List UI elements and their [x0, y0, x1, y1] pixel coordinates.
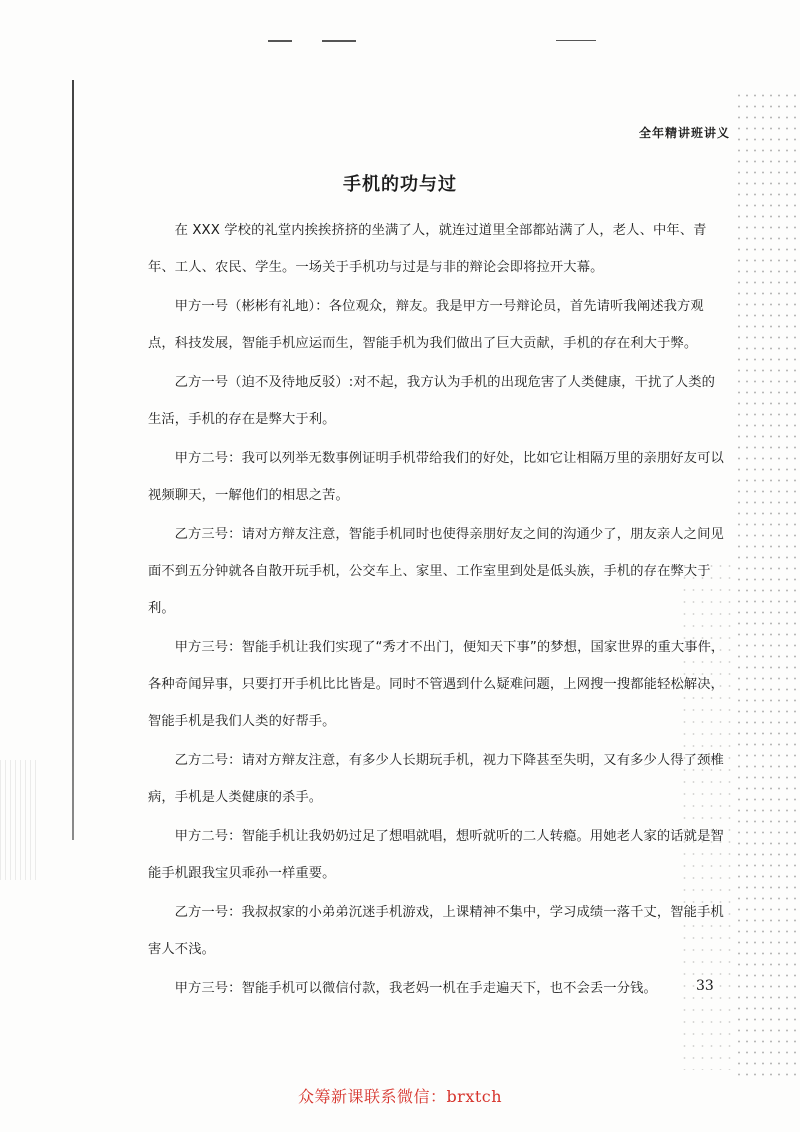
article-body: [148, 212, 728, 1007]
footer-watermark-note: 众筹新课联系微信：brxtch: [297, 1087, 503, 1106]
paragraph: 乙方三号：请对方辩友注意，智能手机同时也使得亲朋好友之间的沟通少了，朋友亲人之间见面不到五分钟就各自散开玩手机，公交车上、家里、工作室里到处是低头族，手机的存在弊大于利。: [148, 527, 724, 616]
running-header: 全年精讲班讲义: [638, 126, 730, 140]
page-title: 手机的功与过: [343, 174, 457, 195]
paragraph: 甲方一号（彬彬有礼地）：各位观众，辩友。我是甲方一号辩论员，首先请听我阐述我方观点，科技发展，智能手机应运而生，智能手机为我们做出了巨大贡献，手机的存在利大于弊。: [148, 299, 704, 351]
paragraph: 甲方三号：智能手机让我们实现了“秀才不出门，便知天下事”的梦想，国家世界的重大事件，各种奇闻异事，只要打开手机比比皆是。同时不管遇到什么疑难问题，上网搜一搜都能轻松解决，智能手机是我们人类的好帮手。: [148, 640, 725, 729]
paragraph: 乙方一号（迫不及待地反驳）:对不起，我方认为手机的出现危害了人类健康，干扰了人类的生活，手机的存在是弊大于利。: [148, 375, 716, 427]
scan-mark: [556, 40, 596, 41]
paragraph: 乙方一号：我叔叔家的小弟弟沉迷手机游戏，上课精神不集中，学习成绩一落千丈，智能手机害人不浅。: [148, 905, 724, 957]
paragraph: 在 XXX 学校的礼堂内挨挨挤挤的坐满了人，就连过道里全部都站满了人，老人、中年、青年、工人、农民、学生。一场关于手机功与过是与非的辩论会即将拉开大幕。: [148, 223, 707, 275]
paragraph: 甲方二号：我可以列举无数事例证明手机带给我们的好处，比如它让相隔万里的亲朋好友可以视频聊天，一解他们的相思之苦。: [148, 451, 724, 503]
page-number: 33: [696, 978, 714, 994]
scan-mark: [268, 40, 292, 42]
paragraph: 乙方二号：请对方辩友注意，有多少人长期玩手机，视力下降甚至失明，又有多少人得了颈椎病，手机是人类健康的杀手。: [148, 753, 724, 805]
paragraph: 甲方二号：智能手机让我奶奶过足了想唱就唱，想听就听的二人转瘾。用她老人家的话就是智能手机跟我宝贝乖孙一样重要。: [148, 829, 724, 881]
scan-noise: [0, 760, 40, 880]
dotted-margin-pattern: [735, 90, 800, 1080]
paragraph: 甲方三号：智能手机可以微信付款，我老妈一机在手走遍天下，也不会丢一分钱。: [174, 981, 657, 996]
scan-mark: [322, 40, 356, 42]
